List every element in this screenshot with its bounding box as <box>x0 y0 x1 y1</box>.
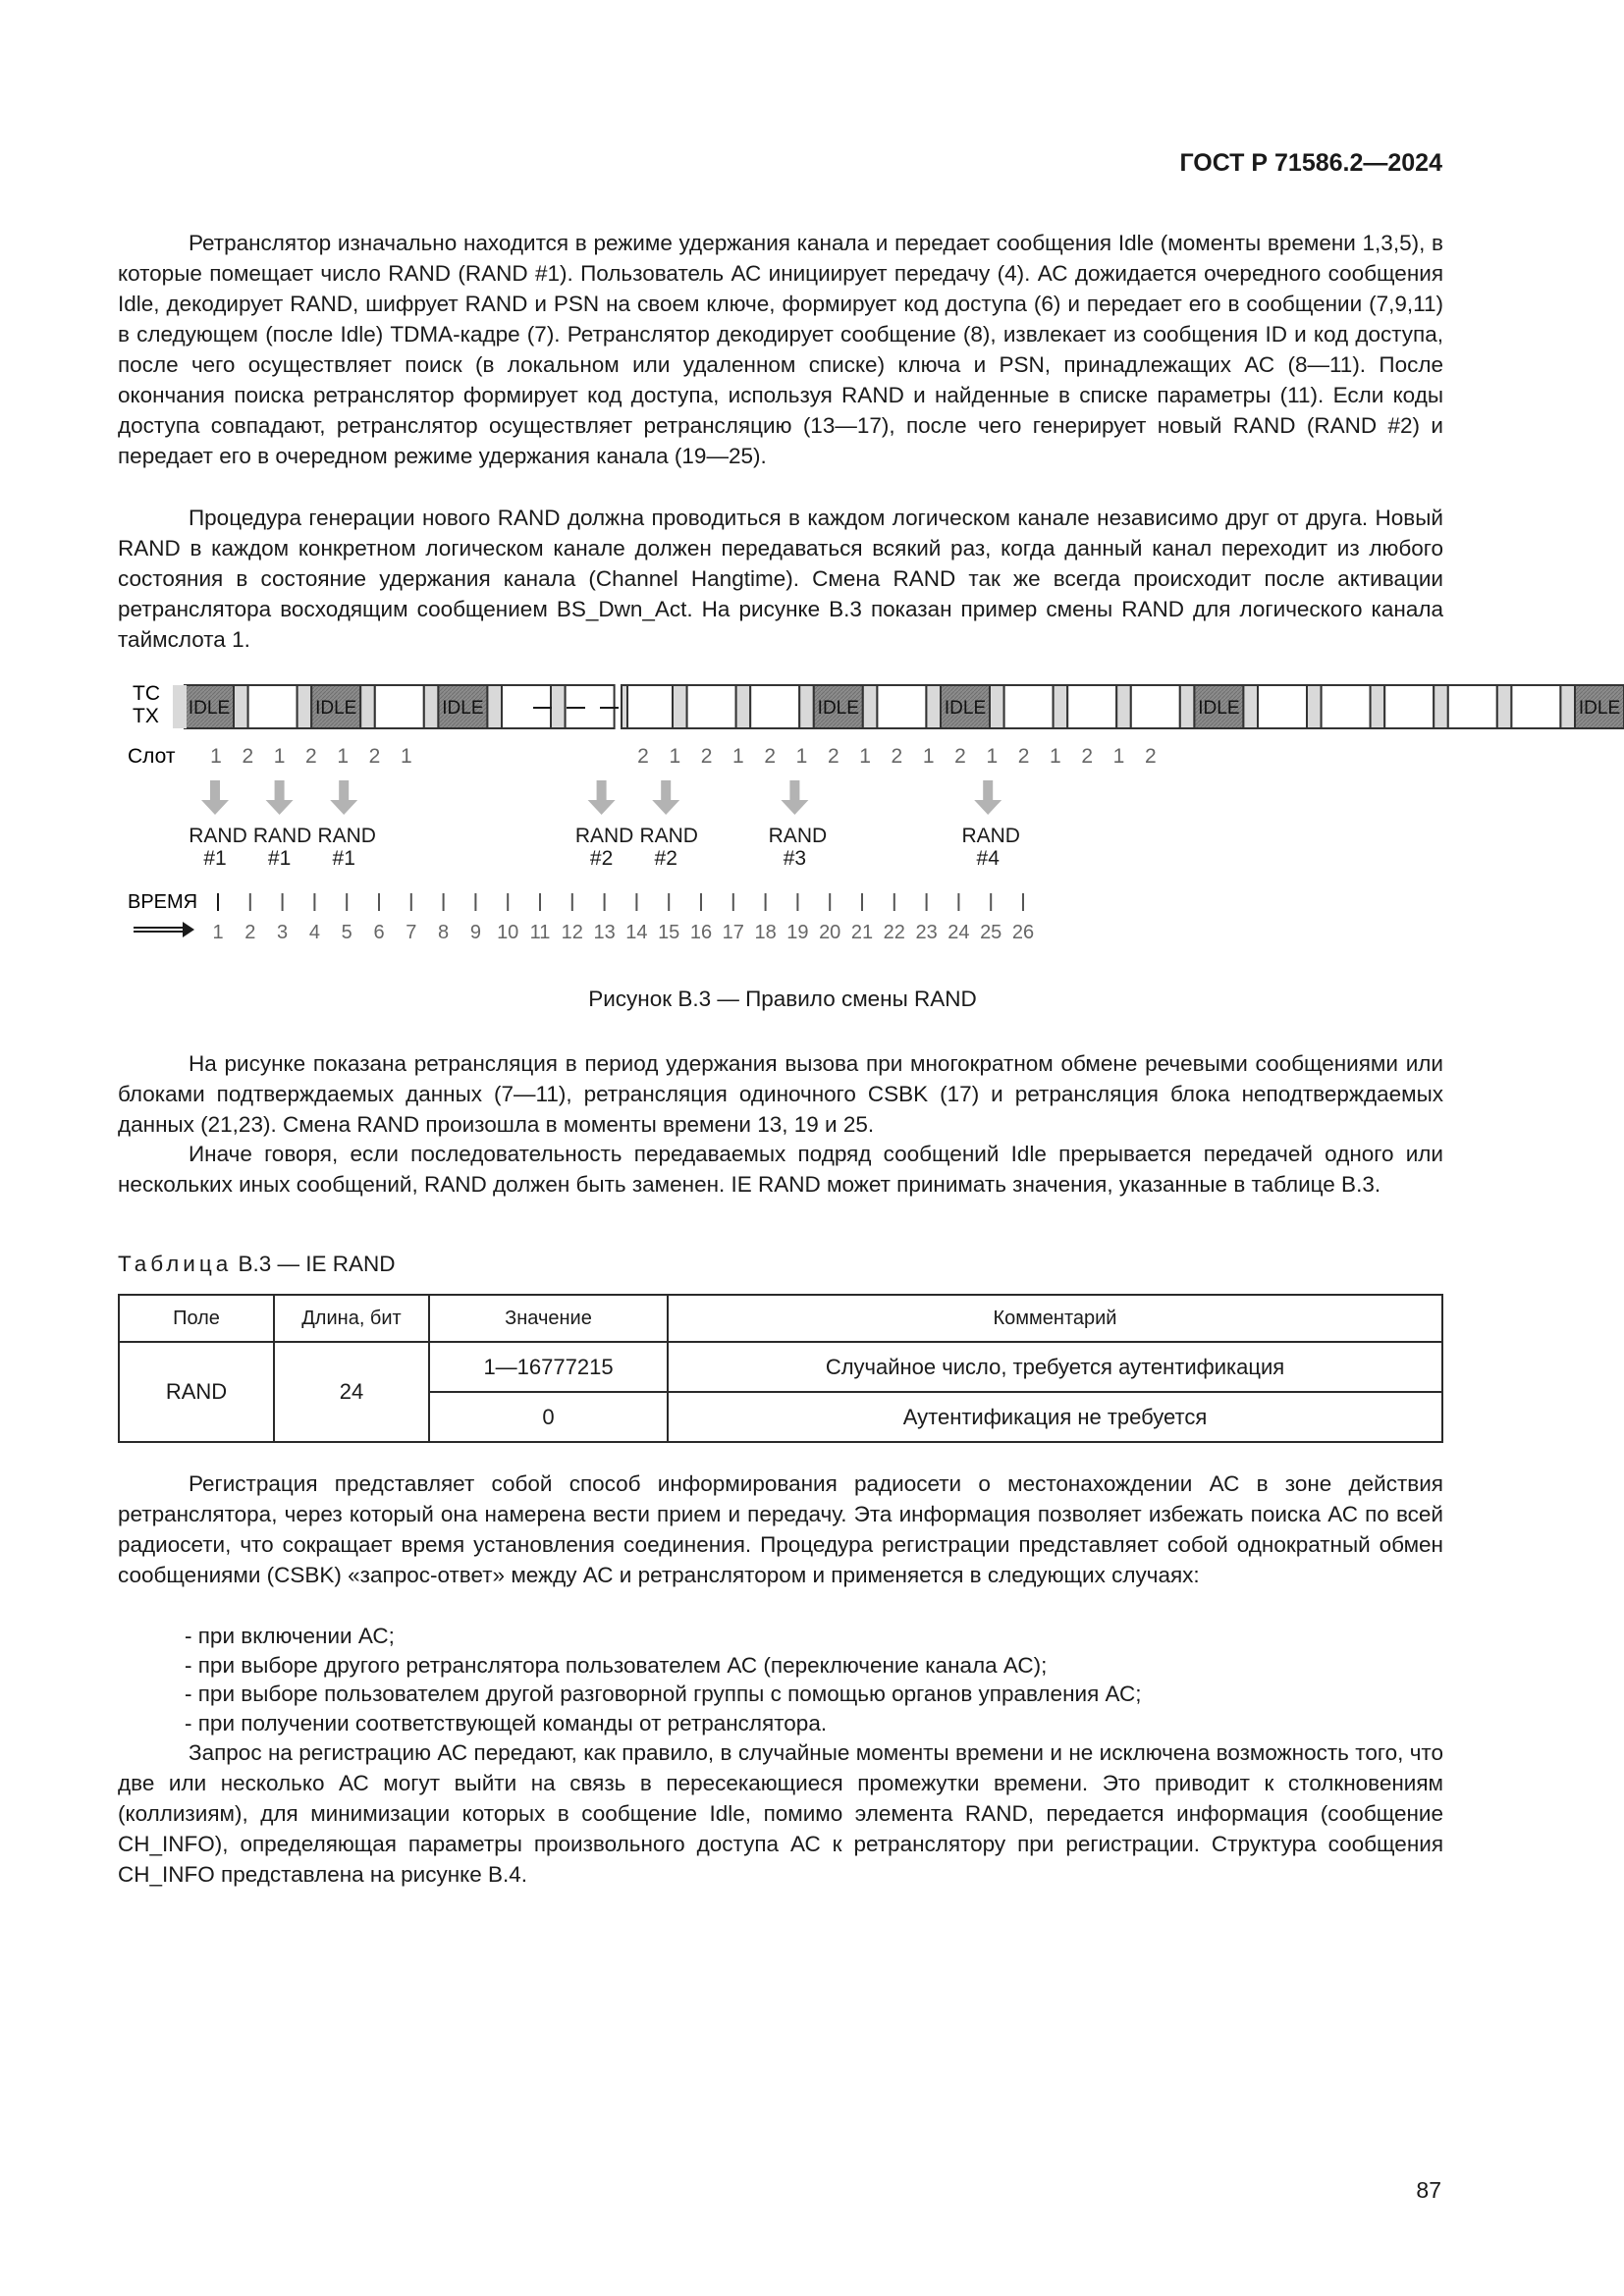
header-value: Значение <box>429 1295 668 1342</box>
rand-arrow-icon <box>661 780 671 800</box>
tdma-gap <box>298 685 312 728</box>
time-tick-label: 12 <box>561 922 583 943</box>
rand-arrow-icon <box>597 780 607 800</box>
slot-number: 2 <box>954 745 966 768</box>
rand-arrow-head-icon <box>974 800 1001 815</box>
idle-label: IDLE <box>1198 698 1240 719</box>
tdma-gap <box>1434 685 1448 728</box>
slot-number: 1 <box>795 745 808 768</box>
cell-value: 1—16777215 <box>429 1342 668 1392</box>
time-tick-label: 9 <box>469 922 481 943</box>
rand-label: RAND <box>189 825 247 847</box>
time-tick-label: 11 <box>529 922 551 943</box>
slot-number: 1 <box>859 745 871 768</box>
tdma-slot <box>1448 685 1497 728</box>
time-arrow-icon <box>183 922 194 937</box>
slot-number: 1 <box>273 745 286 768</box>
rand-number: #1 <box>267 847 292 870</box>
rand-timing-diagram <box>0 667 1624 991</box>
time-tick-label: 17 <box>722 922 744 943</box>
tdma-gap <box>1243 685 1258 728</box>
rand-number: #1 <box>332 847 355 870</box>
time-axis <box>134 893 1034 943</box>
rand-arrow-head-icon <box>330 800 357 815</box>
tdma-slot <box>1258 685 1307 728</box>
rand-arrow-icon <box>983 780 993 800</box>
cell-field: RAND <box>119 1342 274 1442</box>
tdma-lead-right <box>622 685 627 728</box>
tdma-slot <box>1384 685 1434 728</box>
slot-number: 2 <box>1081 745 1094 768</box>
time-tick-label: 2 <box>244 922 256 943</box>
tdma-gap <box>736 685 751 728</box>
header-length: Длина, бит <box>274 1295 429 1342</box>
figure-rand-change <box>0 667 1624 991</box>
time-tick-label: 15 <box>658 922 680 943</box>
tdma-gap <box>424 685 439 728</box>
header-field: Поле <box>119 1295 274 1342</box>
frames-layer <box>173 685 1624 728</box>
rand-label: RAND <box>574 825 634 847</box>
rand-number: #2 <box>589 847 614 870</box>
tdma-gap <box>990 685 1004 728</box>
slot-number: 1 <box>1050 745 1061 768</box>
time-tick-label: 26 <box>1011 922 1035 943</box>
registration-cases-list <box>185 1622 1142 1737</box>
time-tick-label: 20 <box>819 922 841 943</box>
tdma-slot <box>1004 685 1054 728</box>
list-item: - при получении соответствующей команды от ретранслятора. <box>185 1709 1142 1738</box>
table-caption-prefix: Таблица <box>118 1252 233 1276</box>
cell-value: 0 <box>429 1392 668 1442</box>
rand-arrow-head-icon <box>588 800 616 815</box>
row-label-tc: TC <box>133 682 160 705</box>
slot-number: 1 <box>669 745 681 768</box>
row-label-tx: TX <box>133 705 159 727</box>
time-tick-label: 5 <box>341 922 352 943</box>
paragraph-registration: Регистрация представляет собой способ информирования радиосети о местонахождении АС в зоне действия ретранслятора, через который она намерена вести прием и передачу. Эта информация позволяет избежать поиска АС по всей радиосети, что сокращает время установления соединения. Процедура регистрации представляет собой однократный обмен сообщениями (CSBK) «запрос-ответ» между АС и ретранслятором и применяется в следующих случаях: <box>118 1471 1443 1587</box>
rand-number: #3 <box>783 847 807 870</box>
tdma-gap <box>1116 685 1131 728</box>
paragraph-retransmission: На рисунке показана ретрансляция в период удержания вызова при многократном обмене речевыми сообщениями или блоками подтверждаемых данных (7—11), ретрансляция одиночного CSBK (17) и ретрансляция блока неподтверждаемых данных (21,23). Смена RAND произошла в моменты времени 13, 19 и 25. <box>118 1051 1443 1137</box>
time-tick-label: 18 <box>754 922 777 943</box>
rand-arrow-icon <box>339 780 349 800</box>
time-tick-label: 14 <box>625 922 648 943</box>
rand-number: #2 <box>654 847 677 870</box>
list-item: - при включении АС; <box>185 1622 1142 1651</box>
cell-comment: Случайное число, требуется аутентификация <box>668 1342 1442 1392</box>
slot-number: 2 <box>891 745 903 768</box>
time-tick-label: 10 <box>497 922 519 943</box>
tdma-slot <box>877 685 926 728</box>
table-header-row <box>119 1295 1442 1342</box>
cell-length: 24 <box>274 1342 429 1442</box>
rand-arrow-head-icon <box>266 800 294 815</box>
slot-number: 1 <box>732 745 744 768</box>
time-tick-label: 7 <box>406 922 417 943</box>
time-tick-label: 25 <box>980 922 1002 943</box>
list-item: - при выборе другого ретранслятора пользователем АС (переключение канала АС); <box>185 1651 1142 1681</box>
idle-label: IDLE <box>188 698 231 719</box>
time-tick-label: 1 <box>212 922 224 943</box>
rand-label: RAND <box>317 825 376 847</box>
table-row <box>119 1342 1442 1392</box>
ie-rand-table <box>118 1294 1443 1443</box>
tdma-gap <box>1180 685 1195 728</box>
time-tick-label: 23 <box>915 922 938 943</box>
rand-label: RAND <box>252 825 312 847</box>
figure-caption: Рисунок В.3 — Правило смены RAND <box>588 987 977 1011</box>
slot-number: 1 <box>337 745 350 768</box>
rand-label: RAND <box>639 825 698 847</box>
tdma-slot <box>687 685 736 728</box>
paragraph-rand-values: Иначе говоря, если последовательность передаваемых подряд сообщений Idle прерывается передачей одного или нескольких иных сообщений, RAND должен быть заменен. IE RAND может принимать значения, указанные в таблице В.3. <box>118 1142 1443 1197</box>
rand-arrow-icon <box>275 780 285 800</box>
time-tick-label: 3 <box>277 922 289 943</box>
slot-number: 2 <box>637 745 649 768</box>
tdma-gap <box>551 685 566 728</box>
time-tick-label: 13 <box>593 922 616 943</box>
rand-arrow-icon <box>210 780 220 800</box>
slot-label: Слот <box>128 745 176 768</box>
tdma-gap <box>1054 685 1068 728</box>
tdma-slot <box>1511 685 1560 728</box>
tdma-slot <box>750 685 799 728</box>
rand-arrow-head-icon <box>652 800 679 815</box>
tdma-gap <box>234 685 248 728</box>
tdma-gap <box>926 685 941 728</box>
slot-number: 1 <box>1112 745 1125 768</box>
rand-label: RAND <box>768 825 828 847</box>
time-tick-label: 24 <box>947 922 970 943</box>
time-label: ВРЕМЯ <box>128 891 198 913</box>
slot-number: 2 <box>1017 745 1030 768</box>
page-number: 87 <box>1416 2177 1441 2203</box>
slot-number: 1 <box>400 745 412 768</box>
slot-number: 2 <box>764 745 777 768</box>
rand-number: #4 <box>976 847 1000 870</box>
cell-comment: Аутентификация не требуется <box>668 1392 1442 1442</box>
idle-label: IDLE <box>944 698 987 719</box>
slot-number: 2 <box>1144 745 1157 768</box>
slot-number: 2 <box>305 745 317 768</box>
list-item: - при выборе пользователем другой разговорной группы с помощью органов управления АС; <box>185 1680 1142 1709</box>
tdma-slot <box>375 685 424 728</box>
rand-arrow-icon <box>789 780 799 800</box>
tdma-gap <box>360 685 375 728</box>
tdma-gap <box>1307 685 1322 728</box>
slot-number: 2 <box>368 745 381 768</box>
table-caption <box>118 1252 396 1277</box>
tdma-gap <box>1371 685 1385 728</box>
tdma-gap <box>673 685 687 728</box>
slot-number: 2 <box>827 745 839 768</box>
tdma-slot <box>248 685 298 728</box>
document-header: ГОСТ Р 71586.2—2024 <box>1179 149 1442 177</box>
tdma-gap <box>799 685 814 728</box>
slot-numbers <box>210 745 1156 768</box>
slot-number: 1 <box>210 745 222 768</box>
tdma-gap <box>863 685 878 728</box>
rand-arrow-head-icon <box>781 800 808 815</box>
paragraph-rand-generation: Процедура генерации нового RAND должна проводиться в каждом логическом канале независимо друг от друга. Новый RAND в каждом конкретном логическом канале должен передаваться всякий раз, когда данный канал переходит из любого состояния в состояние удержания канала (Channel Hangtime). Смена RAND так же всегда происходит после активации ретранслятора восходящим сообщением BS_Dwn_Act. На рисунке В.3 показан пример смены RAND для логического канала таймслота 1. <box>118 506 1443 652</box>
tdma-slot <box>1322 685 1371 728</box>
tdma-gap <box>487 685 502 728</box>
tdma-gap <box>1560 685 1575 728</box>
time-tick-label: 4 <box>308 922 320 943</box>
rand-arrow-head-icon <box>201 800 229 815</box>
header-comment: Комментарий <box>668 1295 1442 1342</box>
tdma-slot <box>623 685 673 728</box>
tdma-gap <box>1497 685 1512 728</box>
rand-markers <box>189 780 1020 870</box>
time-tick-label: 6 <box>373 922 385 943</box>
idle-label: IDLE <box>817 698 859 719</box>
time-tick-label: 16 <box>689 922 713 943</box>
paragraph-registration-request: Запрос на регистрацию АС передают, как правило, в случайные моменты времени и не исключена возможность того, что две или несколько АС могут выйти на связь в пересекающиеся промежутки времени. Это приводит к столкновениям (коллизиям), для минимизации которых в сообщение Idle, помимо элемента RAND, передается информация (сообщение CH_INFO), определяющая параметры произвольного доступа АС к ретранслятору при регистрации. Структура сообщения CH_INFO представлена на рисунке В.4. <box>118 1740 1443 1887</box>
slot-number: 1 <box>986 745 999 768</box>
slot-number: 2 <box>700 745 713 768</box>
tdma-slot <box>1067 685 1116 728</box>
table-caption-title: В.3 — IE RAND <box>238 1252 396 1276</box>
idle-label: IDLE <box>315 698 357 719</box>
paragraph-rand-procedure: Ретранслятор изначально находится в режиме удержания канала и передает сообщения Idle (моменты времени 1,3,5), в которые помещает число RAND (RAND #1). Пользователь АС инициирует передачу (4). АС дожидается очередного сообщения Idle, декодирует RAND, шифрует RAND и PSN на своем ключе, формирует код доступа (6) и передает его в сообщении (7,9,11) в следующем (после Idle) TDMA-кадре (7). Ретранслятор декодирует сообщение (8), извлекает из сообщения ID и код доступа, после чего осуществляет поиск (в локальном или удаленном списке) ключа и PSN, принадлежащих АС (8—11). После окончания поиска ретранслятор формирует код доступа, используя RAND и найденные в списке параметры (11). Если коды доступа совпадают, ретранслятор осуществляет ретрансляцию (13—17), после чего генерирует новый RAND (RAND #2) и передает его в очередном режиме удержания канала (19—25). <box>118 231 1443 468</box>
rand-label: RAND <box>961 825 1020 847</box>
tdma-lead <box>173 685 187 728</box>
time-tick-label: 22 <box>883 922 905 943</box>
time-tick-label: 21 <box>850 922 874 943</box>
slot-number: 2 <box>242 745 254 768</box>
idle-label: IDLE <box>1578 698 1621 719</box>
idle-label: IDLE <box>442 698 484 719</box>
rand-number: #1 <box>203 847 227 870</box>
tdma-slot <box>1131 685 1180 728</box>
time-tick-label: 8 <box>438 922 450 943</box>
slot-number: 1 <box>922 745 935 768</box>
time-tick-label: 19 <box>786 922 809 943</box>
